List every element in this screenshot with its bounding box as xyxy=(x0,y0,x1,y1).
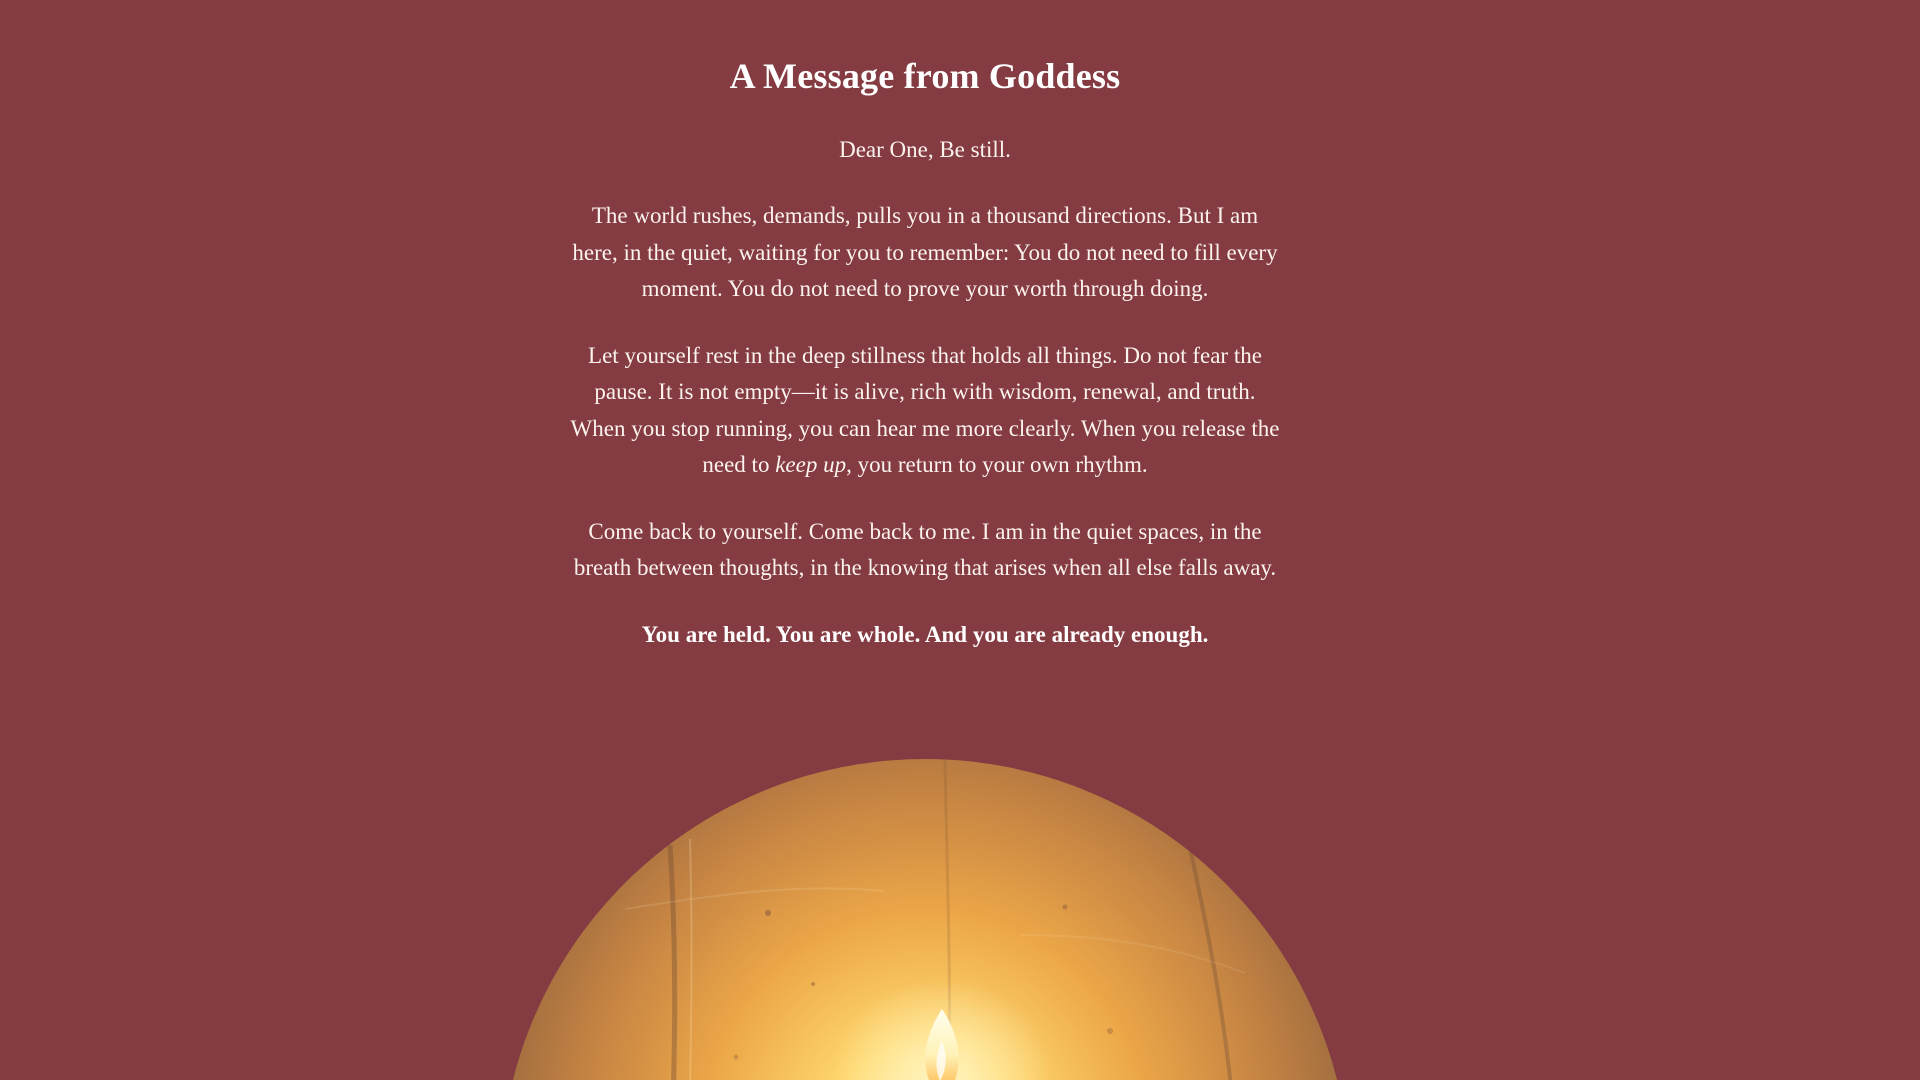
candle-image xyxy=(500,759,1350,1080)
message-paragraph-3: Come back to yourself. Come back to me. I am in the quiet spaces, in the breath between thoughts, in the knowing that arises when all else falls away. xyxy=(573,518,1277,580)
message-paragraph-1: The world rushes, demands, pulls you in a thousand directions. But I am here, in the quiet, waiting for you to remember: You do not need to fill every moment. You do not need to prove your worth through doing. xyxy=(572,203,1278,301)
page-title: A Message from Goddess xyxy=(729,56,1121,96)
keep-up-emphasis: keep up xyxy=(775,452,847,477)
closing-affirmation: You are held. You are whole. And you are already enough. xyxy=(641,621,1209,647)
candle-illustration xyxy=(500,759,1350,1080)
paragraph-2-text-end: , you return to your own rhythm. xyxy=(846,452,1148,477)
paragraph-2-text-start: Let yourself rest in the deep stillness that holds all things. Do not fear the pause. It is not empty—it is alive, rich with wisdom, renewal, and truth. When you stop running, you can hear me more clearly. When you release the need to xyxy=(570,342,1280,477)
salutation-text: Dear One, Be still. xyxy=(839,137,1011,162)
message-paragraph-2 xyxy=(560,338,1290,484)
message-content xyxy=(560,48,1290,653)
